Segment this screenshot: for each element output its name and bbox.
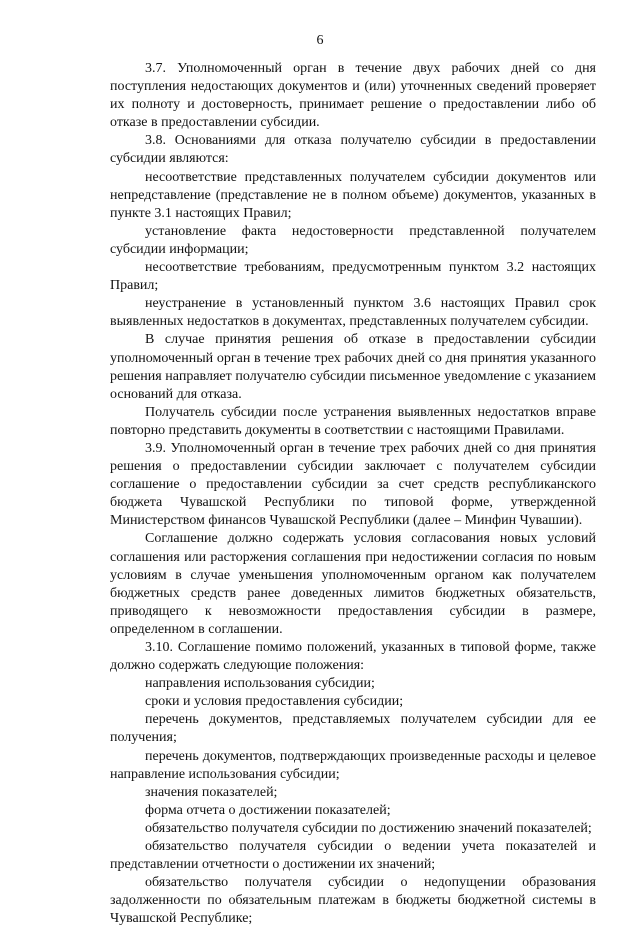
paragraph-provision-1: направления использования субсидии; bbox=[145, 676, 375, 692]
paragraph-refusal-reason-3: несоответствие требованиям, предусмотренным пунктом 3.2 настоящих Правил; bbox=[110, 260, 596, 294]
paragraph-provision-3: перечень документов, представляемых получателем субсидии для ее получения; bbox=[110, 712, 596, 746]
paragraph-3-10: 3.10. Соглашение помимо положений, указанных в типовой форме, также должно содержать следующие положения: bbox=[110, 640, 596, 674]
paragraph-provision-6: форма отчета о достижении показателей; bbox=[145, 802, 391, 818]
paragraph-3-7: 3.7. Уполномоченный орган в течение двух рабочих дней со дня поступления недостающих документов и (или) уточненных сведений проверяет их полноту и достоверность, принимает решение о предоставлении либо об отказе в предоставлении субсидии. bbox=[110, 61, 596, 131]
paragraph-refusal-reason-2: установление факта недостоверности представленной получателем субсидии информации; bbox=[110, 223, 596, 257]
paragraph-provision-8: обязательство получателя субсидии о ведении учета показателей и представлении отчетности о достижении их значений; bbox=[110, 839, 596, 873]
paragraph-provision-2: сроки и условия предоставления субсидии; bbox=[145, 694, 404, 710]
page-number: 6 bbox=[316, 33, 324, 48]
paragraph-provision-5: значения показателей; bbox=[145, 784, 278, 800]
paragraph-provision-9: обязательство получателя субсидии о недопущении образования задолженности по обязательным платежам в бюджеты бюджетной системы в Чувашской Республике; bbox=[110, 875, 596, 927]
document-body bbox=[110, 60, 596, 929]
paragraph-provision-4: перечень документов, подтверждающих произведенные расходы и целевое направление использования субсидии; bbox=[110, 748, 596, 782]
paragraph-refusal-reason-4: неустранение в установленный пунктом 3.6 настоящих Правил срок выявленных недостатков в документах, представленных получателем субсидии. bbox=[110, 296, 596, 330]
paragraph-resubmission: Получатель субсидии после устранения выявленных недостатков вправе повторно представить документы в соответствии с настоящими Правилами. bbox=[110, 404, 596, 438]
paragraph-refusal-reason-1: несоответствие представленных получателем субсидии документов или непредставление (представление не в полном объеме) документов, указанных в пункте 3.1 настоящих Правил; bbox=[110, 169, 596, 221]
paragraph-refusal-notice: В случае принятия решения об отказе в предоставлении субсидии уполномоченный орган в течение трех рабочих дней со дня принятия указанного решения направляет получателю субсидии письменное уведомление с указанием оснований для отказа. bbox=[110, 332, 596, 402]
paragraph-3-8: 3.8. Основаниями для отказа получателю субсидии в предоставлении субсидии являются: bbox=[110, 133, 596, 167]
paragraph-agreement-conditions: Соглашение должно содержать условия согласования новых условий соглашения или расторжения соглашения при недостижении согласия по новым условиям в случае уменьшения уполномоченным органом как получателем бюджетных средств ранее доведенных лимитов бюджетных обязательств, приводящего к невозможности предоставления субсидии в размере, определенном в соглашении. bbox=[110, 531, 596, 637]
paragraph-3-9: 3.9. Уполномоченный орган в течение трех рабочих дней со дня принятия решения о предоставлении субсидии заключает с получателем субсидии соглашение о предоставлении субсидии за счет средств республиканского бюджета Чувашской Республики по типовой форме, утвержденной Министерством финансов Чувашской Республики (далее – Минфин Чувашии). bbox=[110, 440, 596, 529]
paragraph-provision-7: обязательство получателя субсидии по достижению значений показателей; bbox=[145, 820, 592, 836]
